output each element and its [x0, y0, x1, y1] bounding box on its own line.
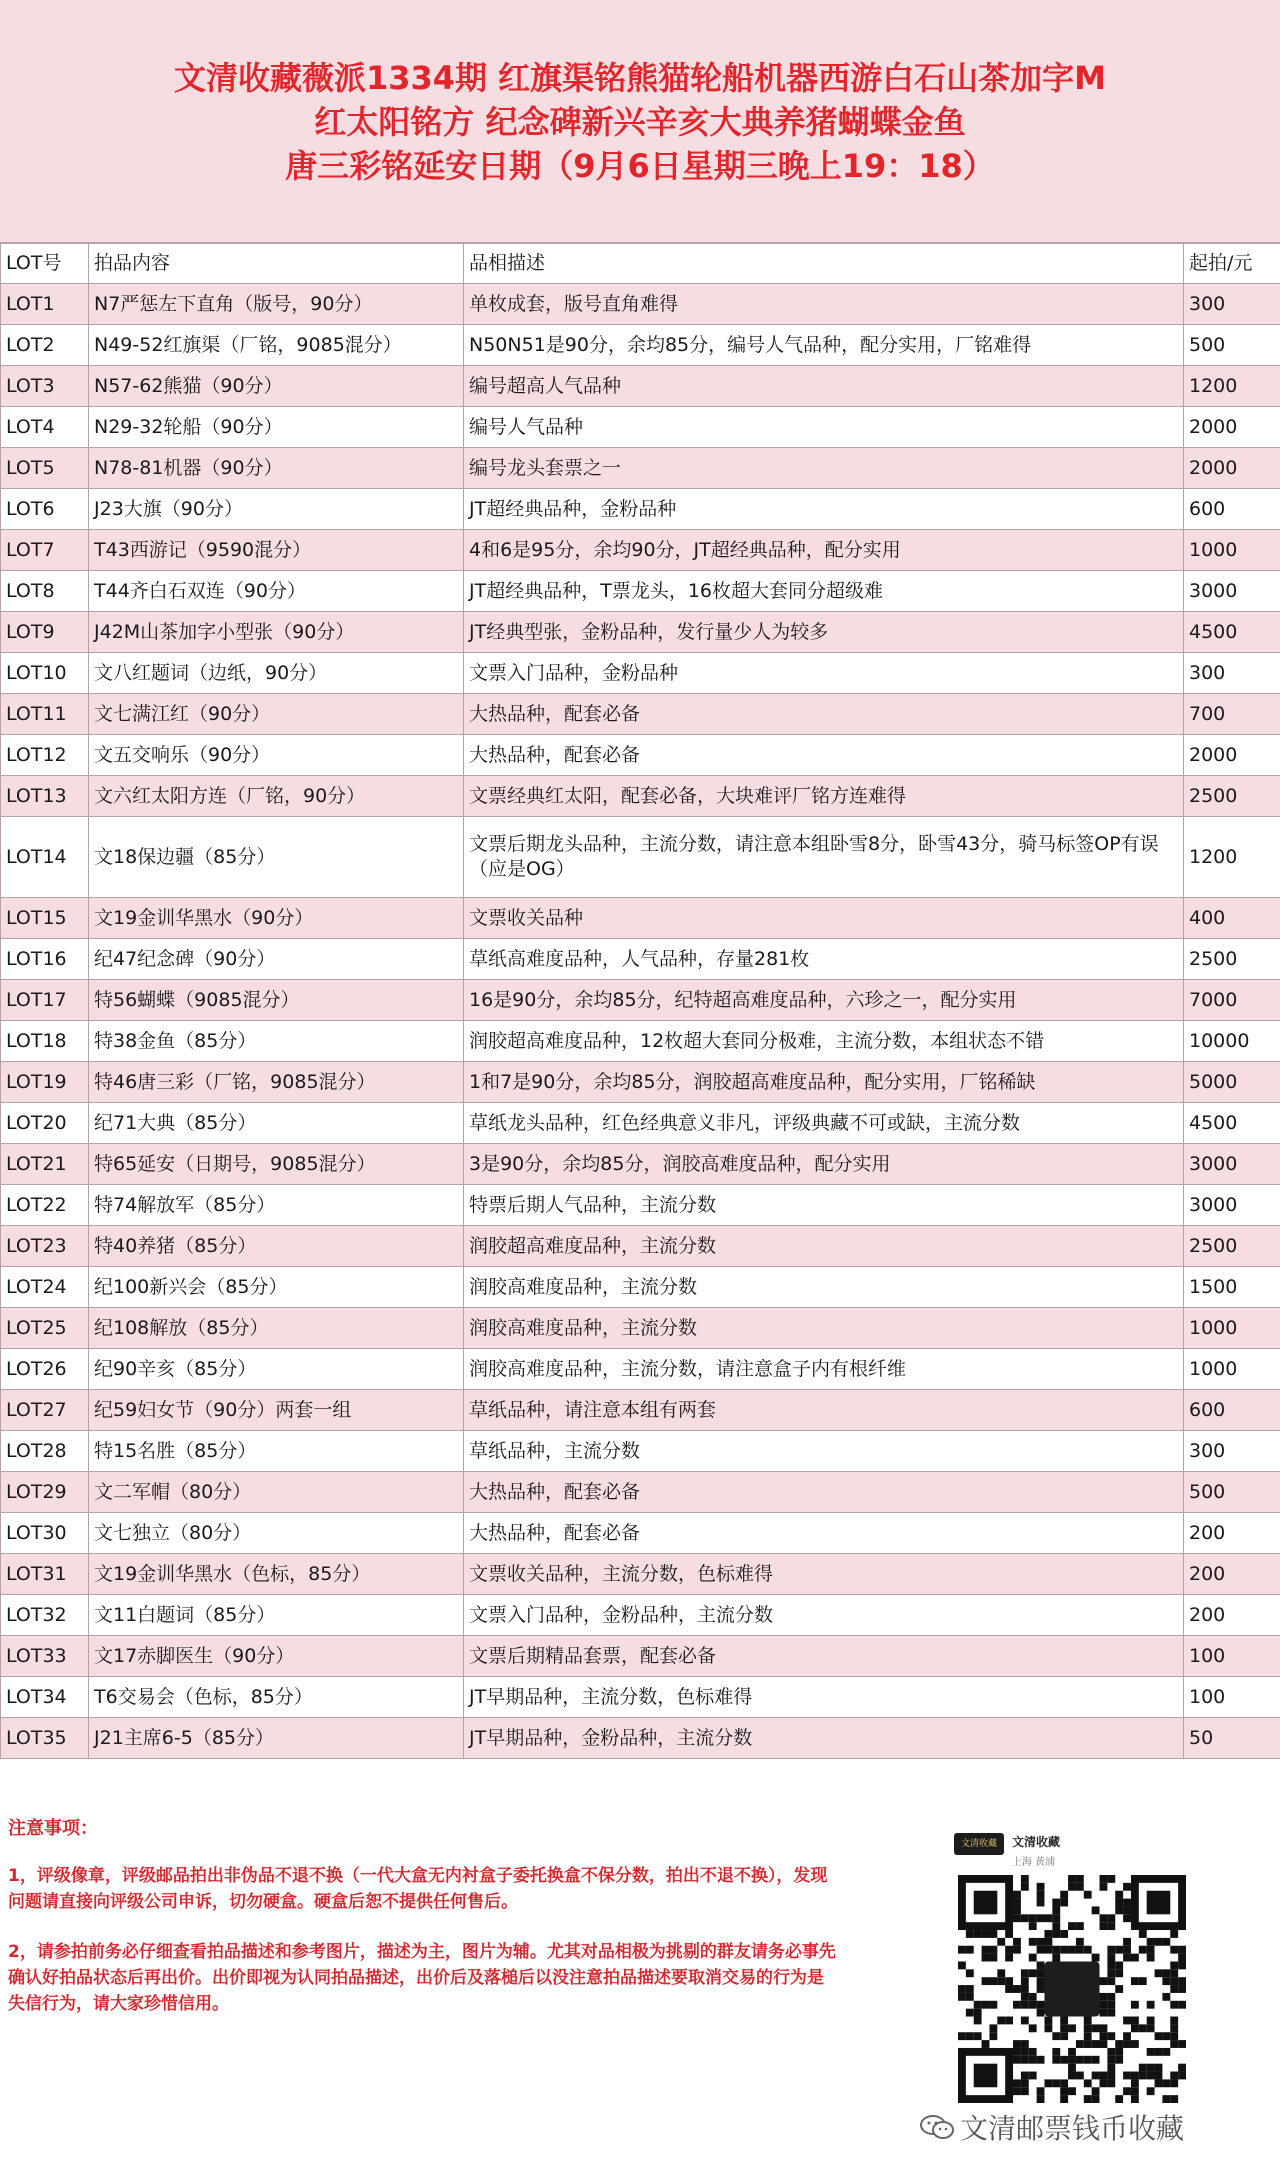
lot-description-cell: 大热品种，配套必备 [464, 694, 1184, 735]
lot-content-cell: T43西游记（9590混分） [89, 530, 464, 571]
lot-content-cell: J23大旗（90分） [89, 489, 464, 530]
lot-start-price-cell: 2500 [1184, 776, 1280, 817]
table-row [1, 1472, 1280, 1513]
table-row [1, 284, 1280, 325]
lot-content-cell: 纪71大典（85分） [89, 1103, 464, 1144]
lot-start-price-cell: 3000 [1184, 1144, 1280, 1185]
lot-content-cell: 文18保边疆（85分） [89, 817, 464, 898]
lot-content-cell: T6交易会（色标，85分） [89, 1677, 464, 1718]
lot-description-cell: 润胶高难度品种，主流分数 [464, 1308, 1184, 1349]
lot-description-cell: 文票收关品种，主流分数，色标难得 [464, 1554, 1184, 1595]
lot-start-price-cell: 50 [1184, 1718, 1280, 1759]
lot-content-cell: 特65延安（日期号，9085混分） [89, 1144, 464, 1185]
lot-content-cell: 特15名胜（85分） [89, 1431, 464, 1472]
lot-number-cell: LOT1 [1, 284, 89, 325]
lot-description-cell: 编号龙头套票之一 [464, 448, 1184, 489]
lot-content-cell: 文17赤脚医生（90分） [89, 1636, 464, 1677]
lot-start-price-cell: 7000 [1184, 980, 1280, 1021]
column-header-start-price: 起拍/元 [1184, 244, 1280, 284]
lot-number-cell: LOT12 [1, 735, 89, 776]
lot-content-cell: 特56蝴蝶（9085混分） [89, 980, 464, 1021]
lot-number-cell: LOT22 [1, 1185, 89, 1226]
table-row [1, 694, 1280, 735]
lot-start-price-cell: 500 [1184, 325, 1280, 366]
watermark [920, 2107, 1184, 2147]
table-row [1, 817, 1280, 898]
lot-number-cell: LOT8 [1, 571, 89, 612]
lot-description-cell: 润胶高难度品种，主流分数 [464, 1267, 1184, 1308]
lot-description-cell: 单枚成套，版号直角难得 [464, 284, 1184, 325]
column-header-description: 品相描述 [464, 244, 1184, 284]
lot-content-cell: 文19金训华黑水（90分） [89, 898, 464, 939]
lot-number-cell: LOT13 [1, 776, 89, 817]
table-row [1, 939, 1280, 980]
lot-start-price-cell: 2000 [1184, 407, 1280, 448]
lot-number-cell: LOT10 [1, 653, 89, 694]
table-row [1, 571, 1280, 612]
lot-description-cell: 文票入门品种，金粉品种，主流分数 [464, 1595, 1184, 1636]
lot-start-price-cell: 400 [1184, 898, 1280, 939]
lot-content-cell: 文二军帽（80分） [89, 1472, 464, 1513]
lot-start-price-cell: 2000 [1184, 448, 1280, 489]
lot-number-cell: LOT5 [1, 448, 89, 489]
lot-start-price-cell: 4500 [1184, 612, 1280, 653]
lot-content-cell: 特46唐三彩（厂铭，9085混分） [89, 1062, 464, 1103]
wechat-icon [920, 2114, 954, 2140]
lot-content-cell: N78-81机器（90分） [89, 448, 464, 489]
table-row [1, 448, 1280, 489]
lot-start-price-cell: 500 [1184, 1472, 1280, 1513]
lot-description-cell: 文票后期龙头品种，主流分数，请注意本组卧雪8分，卧雪43分，骑马标签OP有误（应是OG） [464, 817, 1184, 898]
lot-start-price-cell: 600 [1184, 1390, 1280, 1431]
lot-content-cell: 文六红太阳方连（厂铭，90分） [89, 776, 464, 817]
lot-content-cell: 纪108解放（85分） [89, 1308, 464, 1349]
lot-number-cell: LOT2 [1, 325, 89, 366]
lot-number-cell: LOT16 [1, 939, 89, 980]
lot-description-cell: 3是90分，余均85分，润胶高难度品种，配分实用 [464, 1144, 1184, 1185]
lot-number-cell: LOT34 [1, 1677, 89, 1718]
lot-description-cell: JT早期品种，金粉品种，主流分数 [464, 1718, 1184, 1759]
lot-description-cell: 4和6是95分，余均90分，JT超经典品种，配分实用 [464, 530, 1184, 571]
notes-section [0, 1759, 1280, 2163]
lot-start-price-cell: 200 [1184, 1554, 1280, 1595]
lot-number-cell: LOT27 [1, 1390, 89, 1431]
table-row [1, 1062, 1280, 1103]
qr-code-icon [958, 1875, 1186, 2103]
lot-content-cell: T44齐白石双连（90分） [89, 571, 464, 612]
brand-logo: 文清收藏 [954, 1833, 1004, 1855]
lot-number-cell: LOT35 [1, 1718, 89, 1759]
table-row [1, 653, 1280, 694]
table-row [1, 489, 1280, 530]
table-row [1, 1390, 1280, 1431]
table-row [1, 735, 1280, 776]
lot-number-cell: LOT11 [1, 694, 89, 735]
lot-description-cell: 编号人气品种 [464, 407, 1184, 448]
table-row [1, 325, 1280, 366]
lot-number-cell: LOT19 [1, 1062, 89, 1103]
lot-number-cell: LOT28 [1, 1431, 89, 1472]
lot-description-cell: 文票后期精品套票，配套必备 [464, 1636, 1184, 1677]
lot-description-cell: 编号超高人气品种 [464, 366, 1184, 407]
lot-number-cell: LOT33 [1, 1636, 89, 1677]
lot-content-cell: 纪47纪念碑（90分） [89, 939, 464, 980]
lot-number-cell: LOT31 [1, 1554, 89, 1595]
lot-number-cell: LOT9 [1, 612, 89, 653]
table-row [1, 1267, 1280, 1308]
lot-start-price-cell: 2500 [1184, 1226, 1280, 1267]
table-row [1, 1554, 1280, 1595]
note-2: 2，请参拍前务必仔细查看拍品描述和参考图片，描述为主，图片为辅。尤其对品相极为挑剔的群友请务必事先确认好拍品状态后再出价。出价即视为认同拍品描述，出价后及落槌后以没注意拍品描述要取消交易的行为是失信行为，请大家珍惜信用。 [8, 1939, 838, 2017]
lot-start-price-cell: 100 [1184, 1636, 1280, 1677]
lot-number-cell: LOT18 [1, 1021, 89, 1062]
lot-content-cell: N49-52红旗渠（厂铭，9085混分） [89, 325, 464, 366]
lot-description-cell: 草纸龙头品种，红色经典意义非凡，评级典藏不可或缺，主流分数 [464, 1103, 1184, 1144]
lot-start-price-cell: 1000 [1184, 1349, 1280, 1390]
lot-description-cell: 润胶高难度品种，主流分数，请注意盒子内有根纤维 [464, 1349, 1184, 1390]
brand-subtitle: 上海 黄浦 [1012, 1853, 1055, 1868]
table-row [1, 1308, 1280, 1349]
lot-number-cell: LOT26 [1, 1349, 89, 1390]
lot-content-cell: N7严惩左下直角（版号，90分） [89, 284, 464, 325]
lot-description-cell: 润胶超高难度品种，主流分数 [464, 1226, 1184, 1267]
lot-number-cell: LOT20 [1, 1103, 89, 1144]
column-header-lot: LOT号 [1, 244, 89, 284]
watermark-text: 文清邮票钱币收藏 [960, 2107, 1184, 2147]
lot-content-cell: J42M山茶加字小型张（90分） [89, 612, 464, 653]
table-row [1, 1513, 1280, 1554]
lot-description-cell: JT早期品种，主流分数，色标难得 [464, 1677, 1184, 1718]
lot-content-cell: 文19金训华黑水（色标，85分） [89, 1554, 464, 1595]
lot-start-price-cell: 2000 [1184, 735, 1280, 776]
lot-start-price-cell: 300 [1184, 653, 1280, 694]
column-header-content: 拍品内容 [89, 244, 464, 284]
lot-start-price-cell: 1000 [1184, 530, 1280, 571]
lot-start-price-cell: 200 [1184, 1595, 1280, 1636]
table-row [1, 366, 1280, 407]
lot-start-price-cell: 10000 [1184, 1021, 1280, 1062]
lot-number-cell: LOT30 [1, 1513, 89, 1554]
table-header-row [1, 244, 1280, 284]
table-row [1, 898, 1280, 939]
lot-start-price-cell: 700 [1184, 694, 1280, 735]
lot-description-cell: 大热品种，配套必备 [464, 735, 1184, 776]
lot-content-cell: 纪100新兴会（85分） [89, 1267, 464, 1308]
lot-table [0, 243, 1280, 1759]
lot-start-price-cell: 200 [1184, 1513, 1280, 1554]
table-row [1, 776, 1280, 817]
lot-number-cell: LOT24 [1, 1267, 89, 1308]
lot-table-body [1, 284, 1280, 1759]
table-row [1, 1349, 1280, 1390]
lot-description-cell: N50N51是90分，余均85分，编号人气品种，配分实用，厂铭难得 [464, 325, 1184, 366]
title-line-3: 唐三彩铭延安日期（9月6日星期三晚上19：18） [0, 144, 1280, 188]
lot-start-price-cell: 4500 [1184, 1103, 1280, 1144]
auction-header [0, 0, 1280, 243]
table-row [1, 1021, 1280, 1062]
table-row [1, 1185, 1280, 1226]
lot-content-cell: J21主席6-5（85分） [89, 1718, 464, 1759]
lot-start-price-cell: 1200 [1184, 366, 1280, 407]
lot-description-cell: 润胶超高难度品种，12枚超大套同分极难，主流分数，本组状态不错 [464, 1021, 1184, 1062]
lot-content-cell: N57-62熊猫（90分） [89, 366, 464, 407]
lot-description-cell: 文票入门品种，金粉品种 [464, 653, 1184, 694]
lot-content-cell: 文五交响乐（90分） [89, 735, 464, 776]
table-row [1, 1431, 1280, 1472]
lot-description-cell: 草纸品种，请注意本组有两套 [464, 1390, 1184, 1431]
lot-number-cell: LOT23 [1, 1226, 89, 1267]
table-row [1, 1226, 1280, 1267]
lot-start-price-cell: 1200 [1184, 817, 1280, 898]
lot-description-cell: 特票后期人气品种，主流分数 [464, 1185, 1184, 1226]
lot-description-cell: 文票收关品种 [464, 898, 1184, 939]
table-row [1, 1718, 1280, 1759]
table-row [1, 1595, 1280, 1636]
title-line-2: 红太阳铭方 纪念碑新兴辛亥大典养猪蝴蝶金鱼 [0, 100, 1280, 144]
lot-start-price-cell: 300 [1184, 1431, 1280, 1472]
lot-number-cell: LOT32 [1, 1595, 89, 1636]
lot-description-cell: JT经典型张，金粉品种，发行量少人为较多 [464, 612, 1184, 653]
lot-content-cell: 文七满江红（90分） [89, 694, 464, 735]
lot-description-cell: JT超经典品种，金粉品种 [464, 489, 1184, 530]
lot-number-cell: LOT29 [1, 1472, 89, 1513]
lot-number-cell: LOT21 [1, 1144, 89, 1185]
table-row [1, 407, 1280, 448]
lot-number-cell: LOT25 [1, 1308, 89, 1349]
brand-name: 文清收藏 [1012, 1833, 1060, 1850]
lot-start-price-cell: 600 [1184, 489, 1280, 530]
lot-number-cell: LOT7 [1, 530, 89, 571]
table-row [1, 1144, 1280, 1185]
title-line-1: 文清收藏薇派1334期 红旗渠铭熊猫轮船机器西游白石山茶加字M [0, 56, 1280, 100]
lot-content-cell: N29-32轮船（90分） [89, 407, 464, 448]
notes-heading: 注意事项： [8, 1814, 98, 1840]
lot-content-cell: 特74解放军（85分） [89, 1185, 464, 1226]
lot-number-cell: LOT6 [1, 489, 89, 530]
lot-number-cell: LOT3 [1, 366, 89, 407]
lot-content-cell: 文八红题词（边纸，90分） [89, 653, 464, 694]
lot-number-cell: LOT17 [1, 980, 89, 1021]
lot-description-cell: 大热品种，配套必备 [464, 1472, 1184, 1513]
lot-start-price-cell: 3000 [1184, 1185, 1280, 1226]
lot-content-cell: 纪90辛亥（85分） [89, 1349, 464, 1390]
table-row [1, 530, 1280, 571]
lot-start-price-cell: 100 [1184, 1677, 1280, 1718]
lot-number-cell: LOT15 [1, 898, 89, 939]
lot-content-cell: 文11白题词（85分） [89, 1595, 464, 1636]
lot-description-cell: 大热品种，配套必备 [464, 1513, 1184, 1554]
lot-start-price-cell: 1000 [1184, 1308, 1280, 1349]
lot-content-cell: 特40养猪（85分） [89, 1226, 464, 1267]
table-row [1, 980, 1280, 1021]
lot-description-cell: 草纸高难度品种，人气品种，存量281枚 [464, 939, 1184, 980]
lot-start-price-cell: 300 [1184, 284, 1280, 325]
lot-start-price-cell: 3000 [1184, 571, 1280, 612]
lot-number-cell: LOT14 [1, 817, 89, 898]
table-row [1, 612, 1280, 653]
note-1: 1，评级像章，评级邮品拍出非伪品不退不换（一代大盒无内衬盒子委托换盒不保分数，拍出不退不换），发现问题请直接向评级公司申诉，切勿硬盒。硬盒后恕不提供任何售后。 [8, 1863, 838, 1915]
lot-start-price-cell: 1500 [1184, 1267, 1280, 1308]
lot-start-price-cell: 5000 [1184, 1062, 1280, 1103]
lot-description-cell: 16是90分，余均85分，纪特超高难度品种，六珍之一，配分实用 [464, 980, 1184, 1021]
table-row [1, 1636, 1280, 1677]
table-row [1, 1677, 1280, 1718]
lot-content-cell: 特38金鱼（85分） [89, 1021, 464, 1062]
lot-description-cell: 文票经典红太阳，配套必备，大块难评厂铭方连难得 [464, 776, 1184, 817]
lot-content-cell: 纪59妇女节（90分）两套一组 [89, 1390, 464, 1431]
lot-start-price-cell: 2500 [1184, 939, 1280, 980]
lot-number-cell: LOT4 [1, 407, 89, 448]
lot-description-cell: 1和7是90分，余均85分，润胶超高难度品种，配分实用，厂铭稀缺 [464, 1062, 1184, 1103]
lot-description-cell: 草纸品种，主流分数 [464, 1431, 1184, 1472]
table-row [1, 1103, 1280, 1144]
lot-description-cell: JT超经典品种，T票龙头，16枚超大套同分超级难 [464, 571, 1184, 612]
lot-content-cell: 文七独立（80分） [89, 1513, 464, 1554]
